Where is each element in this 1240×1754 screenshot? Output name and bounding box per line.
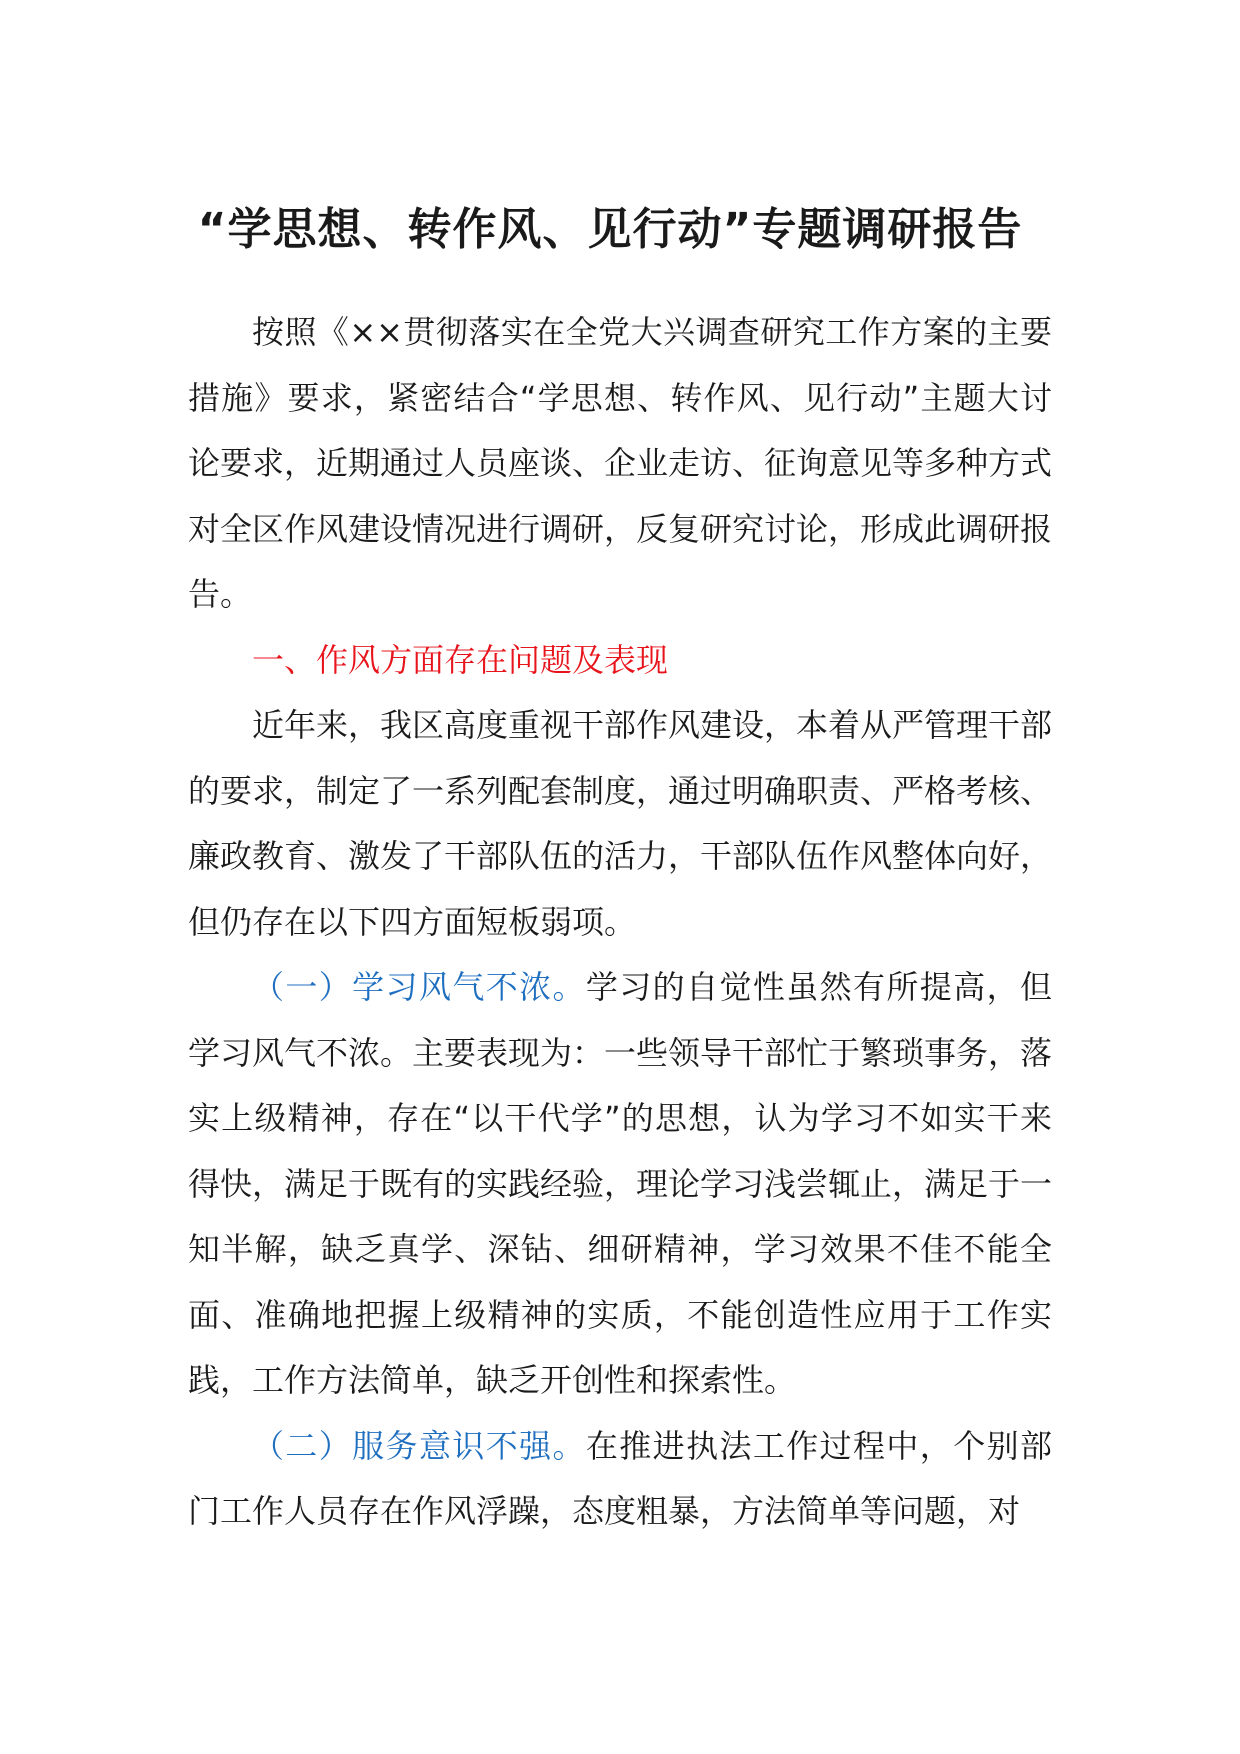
item2-heading: （二）服务意识不强。 (252, 1426, 586, 1465)
intro-paragraph: 按照《××贯彻落实在全党大兴调查研究工作方案的主要措施》要求，紧密结合“学思想、转作风、见行动”主题大讨论要求，近期通过人员座谈、企业走访、征询意见等多种方式对全区作风建设情况进行调研，反复研究讨论，形成此调研报告。 (188, 313, 1053, 613)
section-heading: 一、作风方面存在问题及表现 (252, 640, 669, 679)
item1-paragraph (188, 955, 1052, 1414)
item2-paragraph (188, 1414, 1052, 1545)
document-title: “学思想、转作风、见行动”专题调研报告 (197, 204, 1023, 255)
item1-heading: （一）学习风气不浓。 (252, 968, 586, 1006)
item1-text: 学习的自觉性虽然有所提高，但学习风气不浓。主要表现为：一些领导干部忙于繁琐事务，落实上级精神，存在“以干代学”的思想，认为学习不如实干来得快，满足于既有的实践经验，理论学习浅尝辄止，满足于一知半解，缺乏真学、深钻、细研精神，学习效果不佳不能全面、准确地把握上级精神的实质，不能创造性应用于工作实践，工作方法简单，缺乏开创性和探索性。 (188, 968, 1053, 1399)
section-intro-paragraph: 近年来，我区高度重视干部作风建设，本着从严管理干部的要求，制定了一系列配套制度，通过明确职责、严格考核、廉政教育、激发了干部队伍的活力，干部队伍作风整体向好，但仍存在以下四方面短板弱项。 (188, 706, 1053, 941)
item2-text: 在推进执法工作过程中，个别部门工作人员存在作风浮躁，态度粗暴，方法简单等问题，对 (188, 1426, 1052, 1530)
document-body (188, 300, 1052, 1545)
